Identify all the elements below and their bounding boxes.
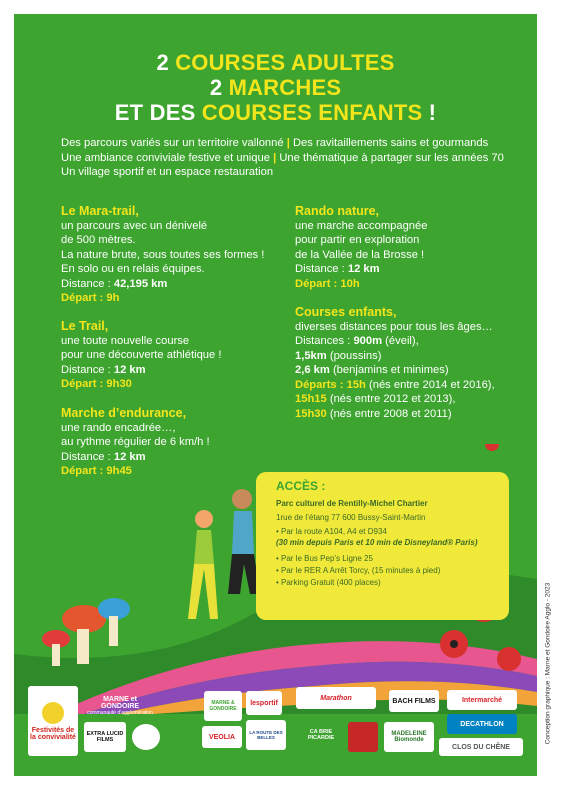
logo-bach-films	[389, 690, 439, 712]
headline-line-3	[14, 100, 537, 125]
logo-text: DECATHLON	[460, 720, 504, 728]
depart-note: (nés entre 2012 et 2013),	[326, 393, 456, 405]
logo-extra-lucid	[84, 722, 126, 752]
section-text: pour partir en exploration	[295, 234, 420, 246]
depart-label: Départs :	[295, 378, 347, 391]
section-title: Courses enfants,	[295, 305, 397, 319]
distance-label: Distance :	[295, 263, 348, 275]
section-text: La nature brute, sous toutes ses formes !	[61, 248, 265, 261]
headline-text: ET DES	[114, 100, 202, 125]
acces-item: • Par le RER A Arrêt Torcy, (15 minutes à pied)	[276, 566, 441, 575]
depart-label: Départ :	[61, 378, 107, 390]
runner-body	[194, 530, 214, 564]
logo-text: CA BRIE PICARDIE	[307, 729, 335, 741]
distance-value: 900m	[353, 335, 383, 347]
acces-item: • Par la route A104, A4 et D934	[276, 527, 387, 536]
distance-note: (éveil),	[382, 335, 419, 347]
logo-text: lesportif	[250, 699, 278, 707]
depart-note: (nés entre 2008 et 2011)	[326, 407, 452, 420]
section-mara-trail	[61, 204, 264, 306]
section-text: de la Vallée de la Brosse !	[295, 248, 425, 261]
section-text: diverses distances pour tous les âges…	[295, 320, 493, 333]
mushroom-stem	[77, 629, 89, 664]
depart-value: 9h30	[106, 378, 132, 390]
section-text: pour une découverte athlétique !	[61, 349, 222, 361]
separator: |	[286, 137, 290, 149]
headline-text: !	[422, 100, 437, 125]
section-title: Le Mara-trail,	[61, 204, 139, 218]
acces-title: ACCÈS :	[276, 479, 326, 493]
depart-value: 10h	[340, 277, 360, 290]
distance-note: (benjamins et minimes)	[329, 364, 449, 376]
section-title: Rando nature,	[295, 204, 380, 218]
distance-note: (poussins)	[326, 349, 382, 362]
logo-lesportif	[246, 691, 282, 715]
logo-credit-agricole	[299, 722, 343, 748]
acces-item: • Par le Bus Pep’s Ligne 25	[276, 554, 373, 563]
logo-text: EXTRA LUCID FILMS	[86, 731, 124, 743]
headline-text: 2	[209, 75, 229, 100]
depart-value: 15h	[346, 378, 366, 391]
logo-text: Marathon	[320, 694, 352, 702]
logo-text: communauté d’agglomération	[87, 710, 153, 716]
logo-veolia	[202, 726, 242, 748]
headline-highlight: COURSES ADULTES	[175, 50, 395, 75]
section-trail	[61, 319, 221, 392]
acces-address: 1rue de l’étang 77 600 Bussy-Saint-Martin	[276, 513, 426, 522]
logo-text: BACH FILMS	[392, 697, 436, 705]
distance-value: 12 km	[113, 363, 146, 376]
runner-head	[232, 489, 252, 509]
credit-vertical	[540, 560, 554, 770]
headline-line-2	[14, 75, 537, 100]
logo-madeleine	[384, 722, 434, 752]
poppy-center	[450, 640, 458, 648]
depart-value: 9h	[106, 292, 120, 304]
distance-value: 42,195 km	[113, 277, 168, 290]
distance-label: Distances :	[295, 335, 354, 347]
logo-clos-du-chene	[439, 738, 523, 756]
logo-marne-gondoire-2	[204, 691, 242, 721]
logo-text: LA ROUTE DES BELLES	[249, 730, 283, 740]
section-title: Marche d’endurance,	[61, 406, 187, 420]
section-text: En solo ou en relais équipes.	[61, 263, 205, 275]
mushroom-stem	[52, 644, 60, 666]
mushroom-stem	[109, 616, 118, 646]
distance-value: 12 km	[113, 450, 146, 463]
logo-route-belles	[246, 720, 286, 750]
depart-value: 15h15	[295, 393, 327, 405]
smiley-icon	[42, 702, 64, 724]
section-title: Le Trail,	[61, 319, 109, 333]
intro-paragraph	[61, 136, 531, 180]
logo-decathlon	[447, 714, 517, 734]
distance-label: Distance :	[61, 277, 114, 290]
acces-item: • Parking Gratuit (400 places)	[276, 578, 381, 587]
poster-background	[14, 14, 537, 776]
logo-text: MARNE & GONDOIRE	[209, 700, 237, 712]
logo-text: MARNE et GONDOIRE	[100, 696, 140, 710]
intro-text: Des parcours variés sur un territoire vallonné	[61, 137, 284, 149]
logo-text: Intermarché	[461, 696, 503, 704]
headline-highlight: MARCHES	[228, 75, 342, 100]
distance-value: 2,6 km	[295, 364, 330, 376]
section-text: une marche accompagnée	[295, 219, 428, 232]
headline-text: 2	[156, 50, 176, 75]
runner-head	[195, 510, 213, 528]
logo-text: VEOLIA	[208, 733, 236, 741]
separator: |	[273, 151, 277, 164]
logo-text: CLOS DU CHÊNE	[452, 743, 510, 751]
depart-label: Départ :	[61, 465, 107, 477]
logo-intermarche	[447, 690, 517, 710]
depart-value: 9h45	[106, 465, 132, 477]
depart-note: (nés entre 2014 et 2016),	[365, 378, 495, 391]
logo-text: Festivités de la convivialité	[30, 726, 76, 741]
section-courses-enfants	[295, 305, 495, 421]
logo-marathon	[296, 687, 376, 709]
poppy-flower	[485, 444, 499, 451]
logo-marne-gondoire	[84, 694, 156, 718]
depart-label: Départ :	[295, 277, 341, 290]
intro-text: Un village sportif et un espace restauration	[61, 166, 274, 178]
runner-legs	[188, 564, 218, 619]
depart-label: Départ :	[61, 292, 107, 304]
headline-line-1	[14, 50, 537, 75]
distance-label: Distance :	[61, 363, 114, 376]
intro-text: Une thématique à partager sur les années 70	[279, 151, 504, 164]
bike-icon	[132, 724, 160, 750]
acces-item-note: (30 min depuis Paris et 10 min de Disneyland® Paris)	[276, 538, 478, 547]
intro-text: Une ambiance conviviale festive et unique	[61, 151, 270, 164]
section-text: un parcours avec un dénivelé	[61, 219, 208, 232]
section-text: une toute nouvelle course	[61, 334, 190, 347]
distance-value: 1,5km	[295, 349, 327, 362]
section-text: de 500 mètres.	[61, 234, 136, 246]
logo-poppy-photo	[348, 722, 378, 752]
section-text: une rando encadrée…,	[61, 421, 176, 434]
acces-box	[256, 472, 509, 620]
distance-value: 12 km	[347, 263, 380, 275]
logo-festivites	[28, 686, 78, 756]
intro-text: Des ravitaillements sains et gourmands	[292, 137, 489, 149]
credit-text: Conception graphique : Marne et Gondoire Agglo - 2023	[544, 582, 552, 745]
poppy-flower	[497, 647, 521, 671]
depart-value: 15h30	[295, 407, 327, 420]
logo-text: MADELEINE Biomonde	[391, 731, 427, 743]
section-text: au rythme régulier de 6 km/h !	[61, 436, 210, 448]
headline-highlight: COURSES ENFANTS	[201, 100, 423, 125]
acces-place: Parc culturel de Rentilly-Michel Chartier	[276, 499, 428, 508]
distance-label: Distance :	[61, 450, 114, 463]
runner-body	[232, 511, 254, 554]
section-rando-nature	[295, 204, 427, 291]
